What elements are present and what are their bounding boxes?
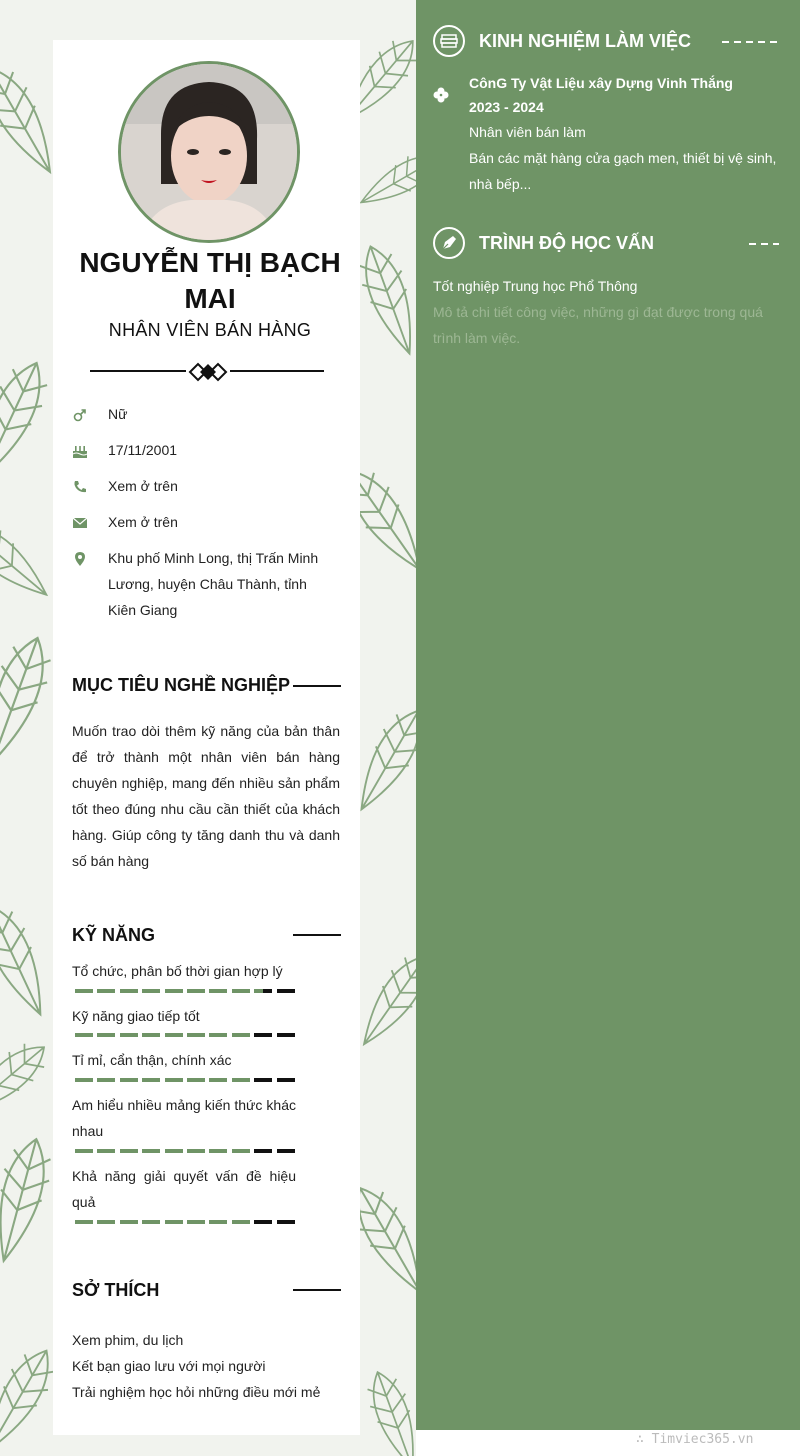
skill-bar	[75, 989, 295, 993]
skills-heading: KỸ NĂNG	[72, 925, 156, 945]
skill-bar-segment	[75, 1078, 93, 1082]
skill-bar	[75, 1033, 295, 1037]
skill-bar-segment	[75, 1033, 93, 1037]
avatar-portrait	[121, 64, 297, 240]
skill-bar-segment	[232, 1149, 250, 1153]
experience-period: 2023 - 2024	[469, 99, 544, 115]
skill-bar-segment	[120, 989, 138, 993]
hobby-item: Xem phim, du lịch	[72, 1332, 184, 1348]
pen-icon	[433, 227, 465, 259]
skill-bar-segment	[75, 989, 93, 993]
envelope-icon	[72, 515, 88, 531]
info-email	[72, 509, 332, 535]
skill-bar-segment	[120, 1149, 138, 1153]
skill-bar-segment	[165, 1149, 183, 1153]
skill-bar-segment	[165, 1078, 183, 1082]
experience-heading-dash	[722, 41, 778, 43]
skill-bar-segment	[187, 1078, 205, 1082]
skill-bar-segment	[254, 1149, 272, 1153]
leaf-outline	[351, 239, 416, 360]
phone-icon	[72, 479, 88, 495]
skill-bar-segment	[97, 989, 115, 993]
skill-bar-segment	[142, 1033, 160, 1037]
skill-bar-segment	[232, 989, 250, 993]
skill-bar-segment	[232, 1033, 250, 1037]
avatar	[118, 61, 300, 243]
skill-bar-segment	[165, 1220, 183, 1224]
education-placeholder: Mô tả chi tiết công việc, những gì đạt được trong quá trình làm việc.	[433, 304, 763, 346]
experience-description: Bán các mặt hàng cửa gạch men, thiết bị vệ sinh, nhà bếp...	[469, 150, 777, 192]
skill-bar-segment	[142, 989, 160, 993]
leaf-outline	[353, 143, 416, 217]
skills-heading-line	[293, 934, 341, 936]
skill-name: Tổ chức, phân bố thời gian hợp lý	[72, 963, 283, 979]
experience-heading: KINH NGHIỆM LÀM VIỆC	[479, 31, 692, 51]
birthday-cake-icon	[72, 443, 88, 459]
skill-bar	[75, 1220, 295, 1224]
leaf-outline	[0, 1033, 56, 1127]
skill-name: Am hiểu nhiều mảng kiến thức khác nhau	[72, 1097, 296, 1139]
skill-name: Kỹ năng giao tiếp tốt	[72, 1008, 200, 1024]
leaf-outline	[0, 896, 60, 1023]
skill-bar	[75, 1149, 295, 1153]
divider-right	[230, 370, 324, 372]
gender-value: Nữ	[108, 406, 128, 422]
leaf-outline	[360, 1366, 416, 1456]
map-marker-icon	[72, 551, 88, 567]
address-value: Khu phố Minh Long, thị Trấn Minh Lương, huyện Châu Thành, tỉnh Kiên Giang	[108, 550, 319, 618]
skill-bar-segment	[187, 1149, 205, 1153]
experience-position: Nhân viên bán làm	[469, 124, 586, 140]
skill-bar-segment	[142, 1078, 160, 1082]
leaf-outline	[0, 1133, 59, 1267]
leaf-outline	[0, 630, 60, 771]
skill-bar-segment	[165, 1033, 183, 1037]
skill-bar-segment	[277, 989, 295, 993]
hobby-item: Kết bạn giao lưu với mọi người	[72, 1358, 266, 1374]
skill-bar-segment	[97, 1220, 115, 1224]
candidate-name: NGUYỄN THỊ BẠCH MAI	[79, 247, 341, 314]
skill-bar	[75, 1078, 295, 1082]
experience-company: CônG Ty Vật Liệu xây Dựng Vinh Thắng	[469, 75, 733, 91]
diamond-ornament	[188, 361, 228, 383]
skill-bar-segment	[232, 1078, 250, 1082]
book-icon	[433, 25, 465, 57]
clover-icon	[433, 87, 449, 103]
objective-text: Muốn trao dòi thêm kỹ năng của bản thân để trở thành một nhân viên bán hàng chuyên nghiệp, mang đến nhiều sản phẩm tốt theo đúng nhu cầu cần thiết của khách hàng. Giúp công ty tăng danh thu và danh số bán hàng	[72, 723, 340, 869]
education-heading-dash	[749, 243, 779, 245]
hobby-item: Trải nghiệm học hỏi những điều mới mẻ	[72, 1384, 321, 1400]
education-heading: TRÌNH ĐỘ HỌC VẤN	[479, 233, 654, 253]
skill-bar-segment	[75, 1149, 93, 1153]
info-address	[72, 545, 332, 623]
watermark: ∴ Timviec365.vn	[636, 1432, 754, 1447]
skill-bar-segment	[75, 1220, 93, 1224]
skill-bar-segment	[254, 1033, 272, 1037]
skill-bar-segment	[277, 1033, 295, 1037]
skill-bar-segment	[232, 1220, 250, 1224]
divider-left	[90, 370, 186, 372]
info-gender	[72, 401, 332, 427]
skill-bar-segment	[277, 1149, 295, 1153]
skill-bar-segment	[209, 1149, 227, 1153]
skill-bar-segment	[187, 1220, 205, 1224]
leaf-outline	[0, 510, 59, 610]
leaf-outline	[0, 353, 58, 487]
skill-bar-segment	[277, 1220, 295, 1224]
skill-bar-segment	[209, 1033, 227, 1037]
hobbies-heading-line	[293, 1289, 341, 1291]
skill-bar-segment	[187, 989, 205, 993]
right-panel	[416, 0, 800, 1430]
skill-bar-segment	[142, 1220, 160, 1224]
objective-heading: MỤC TIÊU NGHỀ NGHIỆP	[72, 675, 291, 695]
skill-bar-segment	[209, 1220, 227, 1224]
skill-bar-segment	[120, 1220, 138, 1224]
skill-bar-segment	[209, 989, 227, 993]
birthday-value: 17/11/2001	[108, 442, 178, 458]
job-title: NHÂN VIÊN BÁN HÀNG	[108, 320, 312, 340]
gender-icon	[72, 407, 88, 423]
skill-bar-segment	[142, 1149, 160, 1153]
skill-bar-segment	[187, 1033, 205, 1037]
email-value: Xem ở trên	[108, 514, 178, 530]
skill-bar-segment	[165, 989, 183, 993]
education-degree: Tốt nghiệp Trung học Phổ Thông	[433, 278, 638, 294]
skill-name: Khả năng giải quyết vấn đề hiệu quả	[72, 1168, 296, 1210]
skill-bar-segment	[209, 1078, 227, 1082]
skill-bar-segment	[120, 1078, 138, 1082]
hobbies-heading: SỞ THÍCH	[72, 1280, 160, 1300]
skill-bar-segment	[277, 1078, 295, 1082]
skill-bar-segment	[97, 1078, 115, 1082]
skill-bar-segment	[97, 1149, 115, 1153]
skill-bar-segment	[254, 1078, 272, 1082]
skill-bar-segment	[120, 1033, 138, 1037]
objective-heading-line	[293, 685, 341, 687]
info-phone	[72, 473, 332, 499]
skill-bar-segment	[97, 1033, 115, 1037]
info-birthday	[72, 437, 332, 463]
skill-bar-segment	[254, 989, 272, 993]
skill-bar-segment	[254, 1220, 272, 1224]
phone-value: Xem ở trên	[108, 478, 178, 494]
skill-name: Tỉ mỉ, cẩn thận, chính xác	[72, 1052, 232, 1068]
